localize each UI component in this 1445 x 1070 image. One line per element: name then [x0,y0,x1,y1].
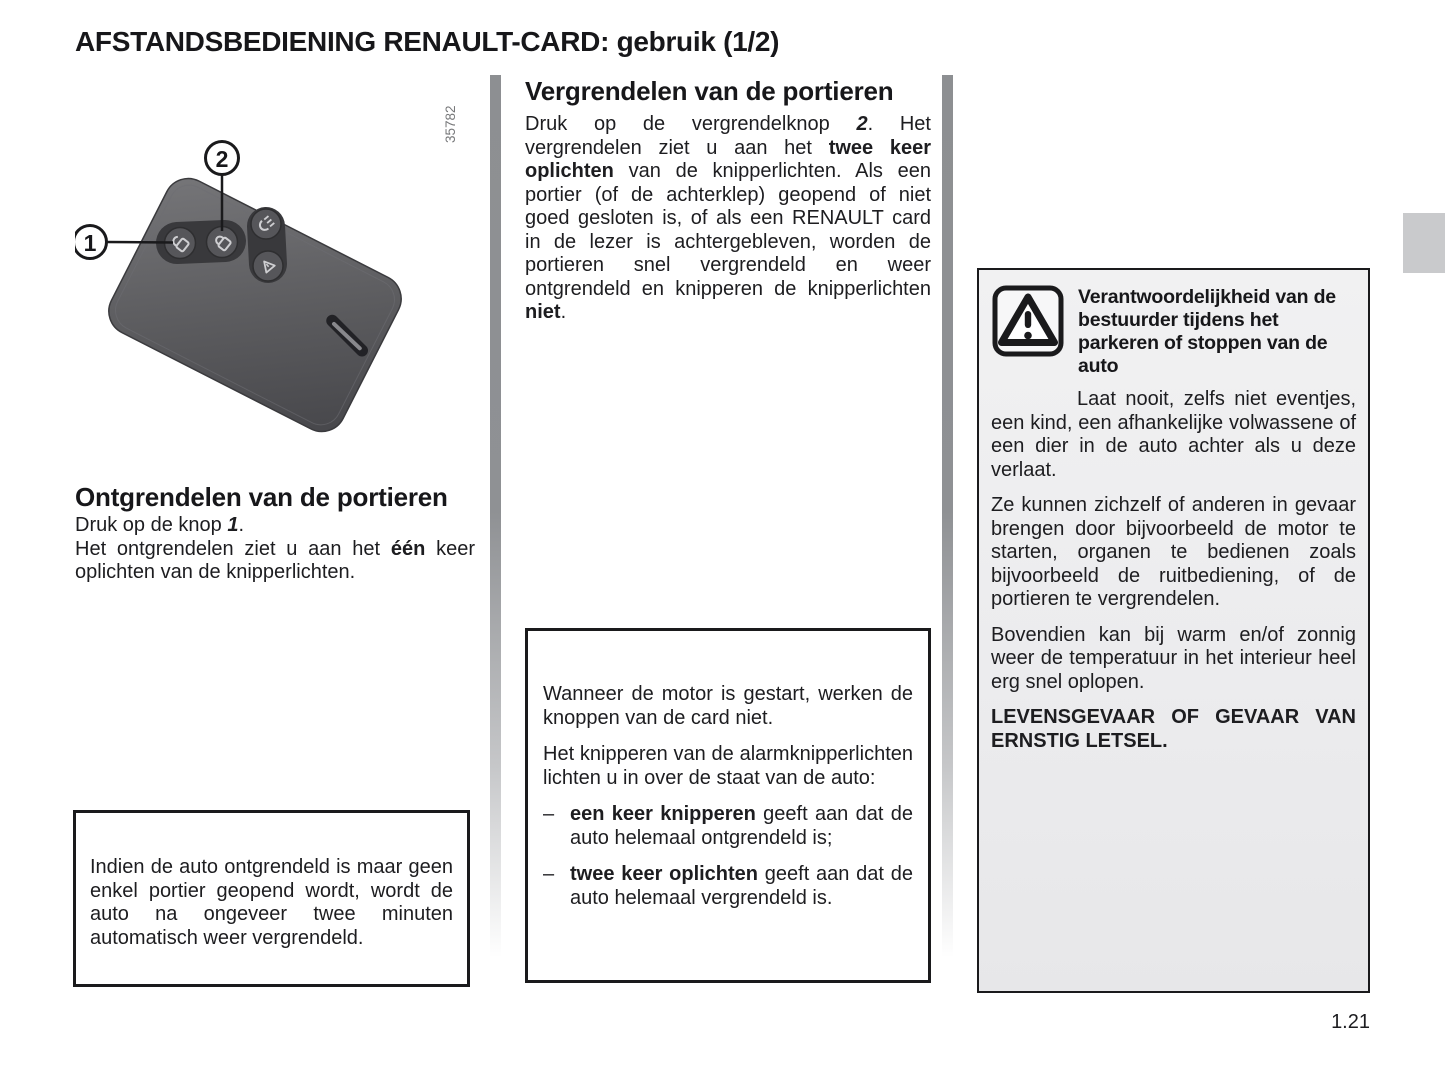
unlock-section-line-2: Het ontgrendelen ziet u aan het één keer oplichten van de knipperlichten. [75,537,475,583]
card-status-info-box [525,628,931,983]
lock-section-paragraph: Druk op de vergrendelknop 2. Het vergrendelen ziet u aan het twee keer oplichten van de knipperlichten. Als een portier (of de achterklep) geopend of niet goed gesloten is, of als een RENAULT card in de lezer is achtergebleven, worden de portieren snel vergrendeld en weer ontgrendeld en knipperen de knipperlichten niet. [525,113,932,323]
auto-relock-note-box [73,810,470,987]
bullet-text: twee keer oplichten geeft aan dat de auto helemaal vergrendeld is. [570,863,913,909]
warning-paragraph-2: Ze kunnen zichzelf of anderen in gevaar brengen door bijvoorbeeld de motor te starten, organen te bedienen zoals bijvoorbeeld de ruitbediening, of de portieren te vergrendelen. [991,494,1356,610]
warning-paragraph-4: LEVENSGEVAAR OF GEVAAR VAN ERNSTIG LETSEL. [991,706,1356,752]
bullet-dash: – [543,863,555,885]
safety-warning-box [977,268,1370,993]
warning-heading: Verantwoordelijkheid van de bestuurder tijdens het parkeren of stoppen van de auto [1078,286,1336,377]
key-card-illustration [75,85,470,475]
callout-2-label: 2 [215,146,229,172]
page-title: AFSTANDSBEDIENING RENAULT-CARD: gebruik (1/2) [75,26,780,57]
hazard-button [253,251,283,281]
page-number: 1.21 [1331,1011,1370,1033]
column-divider [490,75,501,985]
lock-section-heading: Vergrendelen van de portieren [525,76,894,106]
info-box-paragraph-1: Wanneer de motor is gestart, werken de knoppen van de card niet. [543,683,913,729]
warning-triangle-icon [991,284,1065,358]
lock-button [207,227,238,258]
headlight-button [251,209,281,239]
chapter-index-tab [1403,213,1445,273]
bullet-dash: – [543,803,555,825]
auto-relock-note-text: Indien de auto ontgrendeld is maar geen enkel portier geopend wordt, wordt de auto na ongeveer twee minuten automatisch weer vergrendeld. [90,856,453,949]
warning-header [991,284,1356,378]
unlock-section-heading: Ontgrendelen van de portieren [75,482,448,512]
warning-paragraph-3: Bovendien kan bij warm en/of zonnig weer de temperatuur in het interieur heel erg snel oplopen. [991,623,1356,693]
info-box-bullet-1 [543,803,913,850]
warning-paragraph-1: Laat nooit, zelfs niet eventjes, een kind, een afhankelijke volwassene of een dier in de auto achter als u deze verlaat. [991,388,1356,481]
key-card-figure [75,85,470,475]
column-divider [942,75,953,985]
callout-1-label: 1 [83,230,97,256]
figure-ref-number: 35782 [443,105,458,143]
info-box-bullet-2 [543,863,913,910]
unlock-section-line-1: Druk op de knop 1. [75,514,245,536]
info-box-paragraph-2: Het knipperen van de alarmknipperlichten lichten u in over de staat van de auto: [543,743,913,789]
bullet-text: een keer knipperen geeft aan dat de auto helemaal ontgrendeld is; [570,803,913,849]
